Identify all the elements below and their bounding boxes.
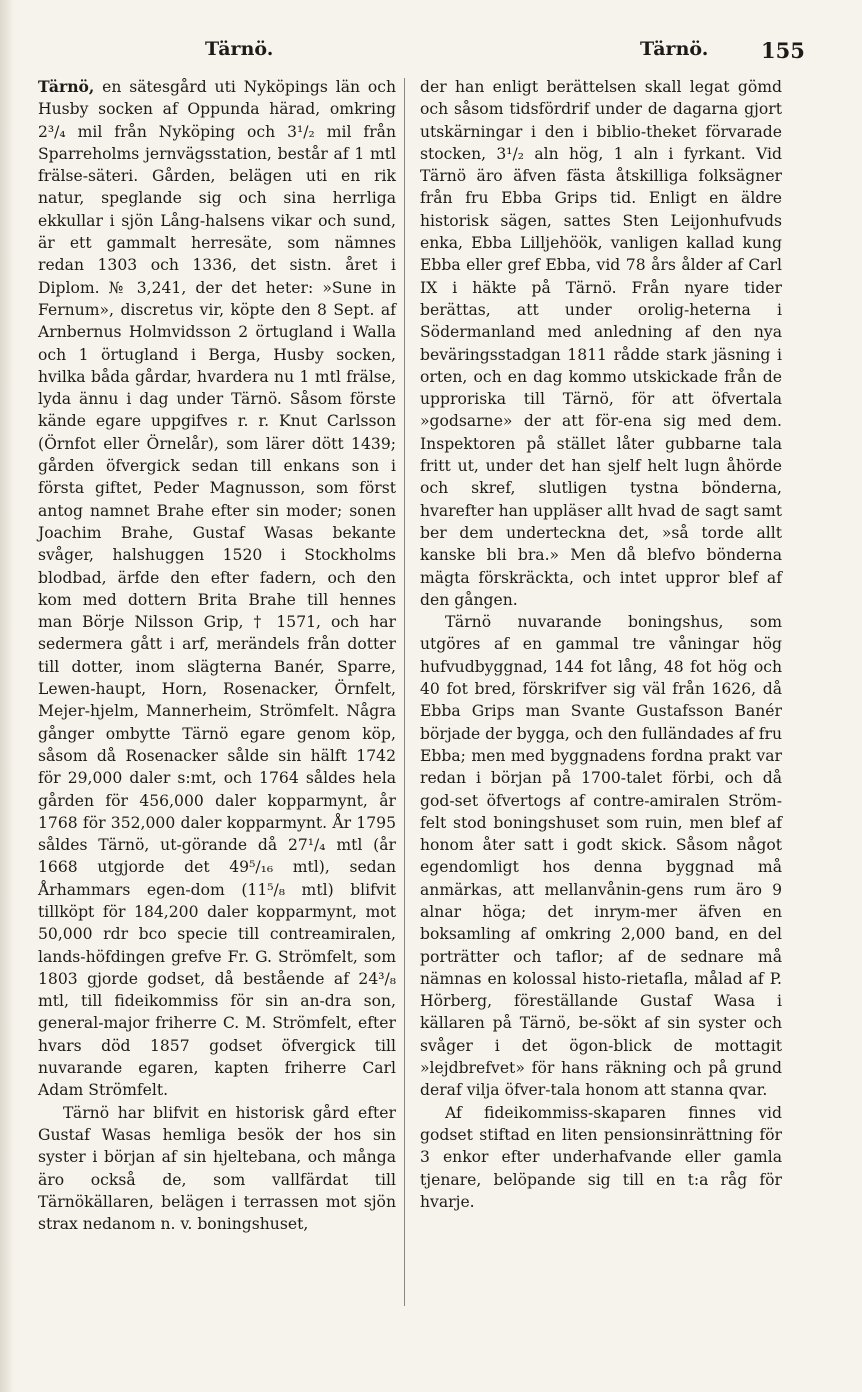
left-paragraph-1-text: en sätesgård uti Nyköpings län och Husby socken af Oppunda härad, omkring 2³/₄ mil från Nyköping och 3¹/₂ mil från Sparreholms jernvägsstation, består af 1 mtl frälse-säteri. Gården, belägen uti en rik natur, speglande sig och sina herrliga ekkullar i sjön Lång-halsens vikar och sund, är ett gammalt herresäte, som nämnes redan 1303 och 1336, det sistn. året i Diplom. № 3,241, der det heter: »Sune in Fernum», discretus vir, köpte den 8 Sept. af Arnbernus Holmvidsson 2 örtugland i Walla och 1 örtugland i Berga, Husby socken, hvilka båda gårdar, hvardera nu 1 mtl frälse, lyda ännu i dag under Tärnö. Såsom förste kände egare uppgifves r. r. Knut Carlsson (Örnfot eller Örnelår), som lärer dött 1439; gården öfvergick sedan till enkans son i första giftet, Peder Magnusson, som först antog namnet Brahe efter sin moder; sonen Joachim Brahe, Gustaf Wasas bekante svåger, halshuggen 1520 i Stockholms blodbad, ärfde den efter fadern, och den kom med dottern Brita Brahe till hennes man Börje Nilsson Grip, † 1571, och har sedermera gått i arf, merändels från dotter till dotter, inom slägterna Banér, Sparre, Lewen-haupt, Horn, Rosenacker, Örnfelt, Mejer-hjelm, Mannerheim, Strömfelt. Några gånger ombytte Tärnö egare genom köp, såsom då Rosenacker sålde sin hälft 1742 för 29,000 daler s:mt, och 1764 såldes hela gården för 456,000 daler kopparmynt, år 1768 för 352,000 daler kopparmynt. År 1795 såldes Tärnö, ut-görande då 27¹/₄ mtl (år 1668 utgjorde det 49⁵/₁₆ mtl), sedan Århammars egen-dom (11⁵/₈ mtl) blifvit tillköpt för 184,200 daler kopparmynt, mot 50,000 rdr bco specie till contreamiralen, lands-höfdingen grefve Fr. G. Strömfelt, som 1803 gjorde godset, då bestående af 24³/₈ mtl, till fideikommiss för sin an-dra son, general-major friherre C. M. Strömfelt, efter hvars död 1857 godset öfvergick till nuvarande egaren, kapten friherre Carl Adam Strömfelt.: [38, 78, 396, 1100]
column-divider: [404, 78, 405, 1306]
left-paragraph-2: Tärnö har blifvit en historisk gård efter Gustaf Wasas hemliga besök der hos sin syster i början af sin hjeltebana, och många äro också de, som vallfärdat till Tärnökällaren, belägen i terrassen mot sjön strax nedanom n. v. boningshuset,: [38, 1103, 396, 1234]
right-column: [420, 76, 782, 1213]
right-paragraph-2: Tärnö nuvarande boningshus, som utgöres af en gammal tre våningar hög hufvudbyggnad, 144 fot lång, 48 fot hög och 40 fot bred, förskrifver sig väl från 1626, då Ebba Grips man Svante Gustafsson Banér började der bygga, och den fulländades af fru Ebba; men med byggnadens fordna prakt var redan i början på 1700-talet förbi, och då god-set öfvertogs af contre-amiralen Ström-felt stod boningshuset som ruin, men blef af honom åter satt i godt skick. Såsom något egendomligt hos denna byggnad må anmärkas, att mellanvånin-gens rum äro 9 alnar höga; det inrym-mer äfven en boksamling af omkring 2,000 band, en del porträtter och taflor; af de sednare må nämnas en kolossal histo-rietafla, målad af P. Hörberg, föreställande Gustaf Wasa i källaren på Tärnö, be-sökt af sin syster och svåger i det ögon-blick de mottagit »lejdbrefvet» för hans räkning och på grund deraf vilja öfver-tala honom att stanna qvar.: [420, 613, 782, 1100]
running-header-left: Tärnö.: [205, 38, 274, 60]
left-column: [38, 76, 396, 1235]
left-paragraph-1: [38, 76, 396, 1102]
page-number: 155: [761, 38, 805, 63]
right-paragraph-3: Af fideikommiss-skaparen finnes vid godset stiftad en liten pensionsinrättning för 3 enkor efter underhafvande eller gamla tjenare, belöpande sig till en t:a råg för hvarje.: [420, 1103, 782, 1211]
right-paragraph-1: der han enligt berättelsen skall legat gömd och såsom tidsfördrif under de dagarna gjort utskärningar i den i biblio-theket förvarade stocken, 3¹/₂ aln hög, 1 aln i fyrkant. Vid Tärnö äro äfven fästa åtskilliga folksägner från fru Ebba Grips tid. Enligt en äldre historisk sägen, sattes Sten Leijonhufvuds enka, Ebba Lilljehöök, vanligen kallad kung Ebba eller gref Ebba, vid 78 års ålder af Carl IX i häkte på Tärnö. Från nyare tider berättas, att under orolig-heterna i Södermanland med anledning af den nya beväringsstadgan 1811 rådde stark jäsning i orten, och en dag kommo utskickade från de upproriska till Tärnö, för att öfvertala »godsarne» der att för-ena sig med dem. Inspektoren på stället låter gubbarne tala fritt ut, under det han sjelf helt lugn åhörde och skref, slutligen tystna bönderna, hvarefter han uppläser allt hvad de sagt samt ber dem underteckna det, »så torde allt kanske bli bra.» Men då blefvo bönderna mägta förskräckta, och intet uppror blef af den gången.: [420, 78, 782, 609]
running-header-right: Tärnö.: [640, 38, 709, 60]
entry-headword: Tärnö,: [38, 77, 95, 96]
page-edge-shadow: [0, 0, 14, 1392]
